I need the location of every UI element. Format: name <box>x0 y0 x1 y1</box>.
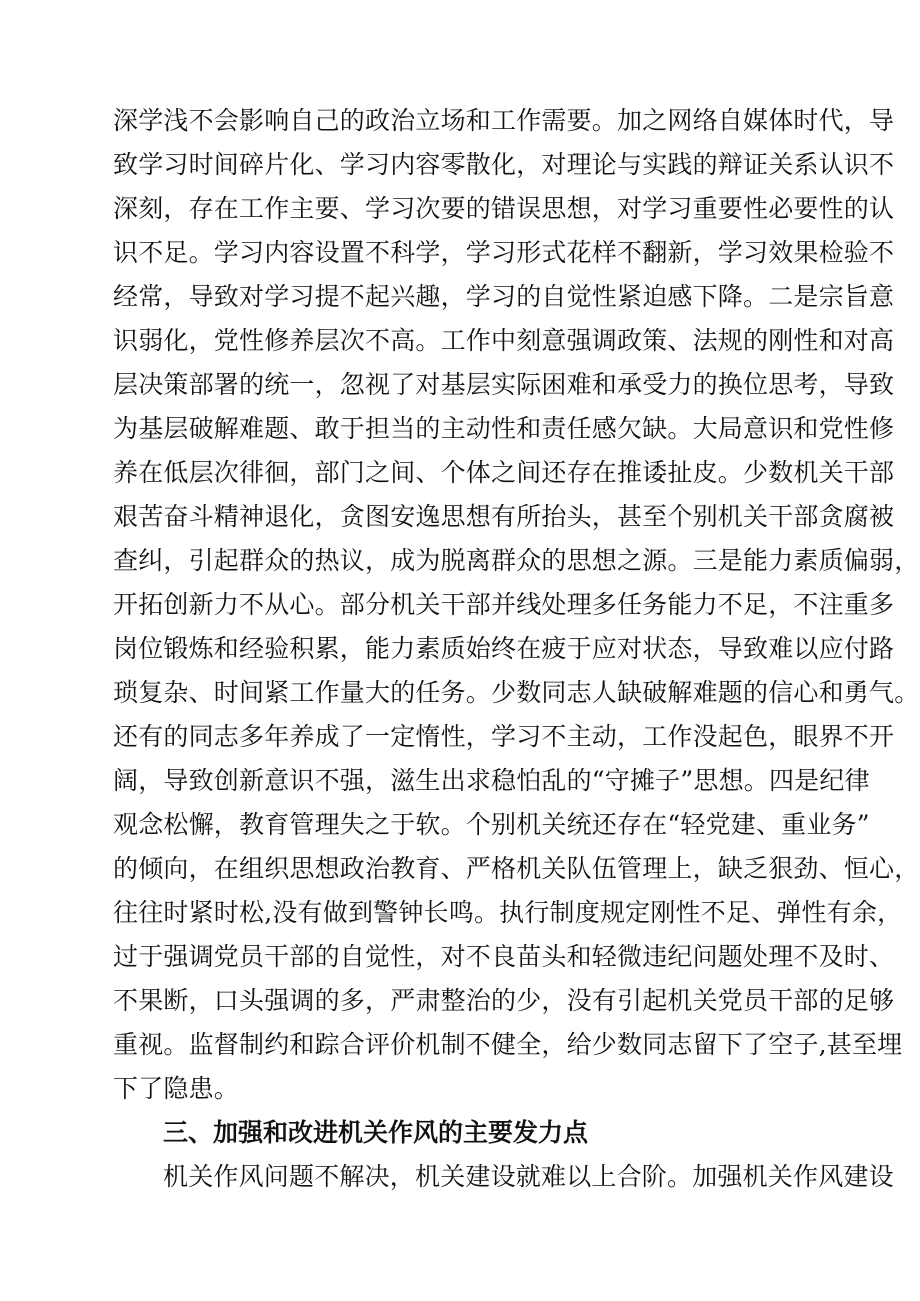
body-text-line: 往往时紧时松,没有做到警钟长鸣。执行制度规定刚性不足、弹性有余， <box>113 898 903 927</box>
body-text-line: 经常，导致对学习提不起兴趣，学习的自觉性紧迫感下降。二是宗旨意 <box>113 282 895 311</box>
body-text-line: 查纠，引起群众的热议，成为脱离群众的思想之源。三是能力素质偏弱， <box>113 546 920 575</box>
body-text-line: 养在低层次徘徊，部门之间、个体之间还存在推诿扯皮。少数机关干部 <box>113 458 895 487</box>
body-text-line: 重视。监督制约和踪合评价机制不健全，给少数同志留下了空子,甚至埋 <box>113 1030 903 1059</box>
body-text-line: 琐复杂、时间紧工作量大的任务。少数同志人缺破解难题的信心和勇气。 <box>113 678 920 707</box>
body-text-line: 识不足。学习内容设置不科学，学习形式花样不翻新，学习效果检验不 <box>113 238 895 267</box>
body-text-line: 下了隐患。 <box>113 1074 240 1103</box>
body-text-line: 阔，导致创新意识不强，滋生出求稳怕乱的“守摊子”思想。四是纪律 <box>113 766 870 795</box>
body-text-line: 岗位锻炼和经验积累，能力素质始终在疲于应对状态，导致难以应付路 <box>113 634 895 663</box>
body-text-line: 深刻，存在工作主要、学习次要的错误思想，对学习重要性必要性的认 <box>113 194 895 223</box>
body-text-line: 不果断，口头强调的多，严肃整治的少，没有引起机关党员干部的足够 <box>113 986 895 1015</box>
section-heading: 三、加强和改进机关作风的主要发力点 <box>163 1118 589 1147</box>
body-text-line: 层决策部署的统一，忽视了对基层实际困难和承受力的换位思考，导致 <box>113 370 895 399</box>
body-text-line: 识弱化，党性修养层次不高。工作中刻意强调政策、法规的刚性和对高 <box>113 326 895 355</box>
body-text-line: 深学浅不会影响自己的政治立场和工作需要。加之网络自媒体时代，导 <box>113 106 895 135</box>
body-text-line: 还有的同志多年养成了一定惰性，学习不主动，工作没起色，眼界不开 <box>113 722 895 751</box>
paragraph-first-line: 机关作风问题不解决，机关建设就难以上合阶。加强机关作风建设 <box>163 1162 894 1191</box>
body-text-line: 观念松懈，教育管理失之于软。个别机关统还存在“轻党建、重业务” <box>113 810 870 839</box>
body-text-line: 艰苦奋斗精神退化，贪图安逸思想有所抬头，甚至个别机关干部贪腐被 <box>113 502 895 531</box>
body-text-line: 过于强调党员干部的自觉性，对不良苗头和轻微违纪问题处理不及时、 <box>113 942 895 971</box>
body-text-line: 的倾向，在组织思想政治教育、严格机关队伍管理上，缺乏狠劲、恒心， <box>113 854 920 883</box>
body-text-line: 致学习时间碎片化、学习内容零散化，对理论与实践的辩证关系认识不 <box>113 150 895 179</box>
body-text-line: 开拓创新力不从心。部分机关干部并线处理多任务能力不足，不注重多 <box>113 590 895 619</box>
body-text-line: 为基层破解难题、敢于担当的主动性和责任感欠缺。大局意识和党性修 <box>113 414 895 443</box>
